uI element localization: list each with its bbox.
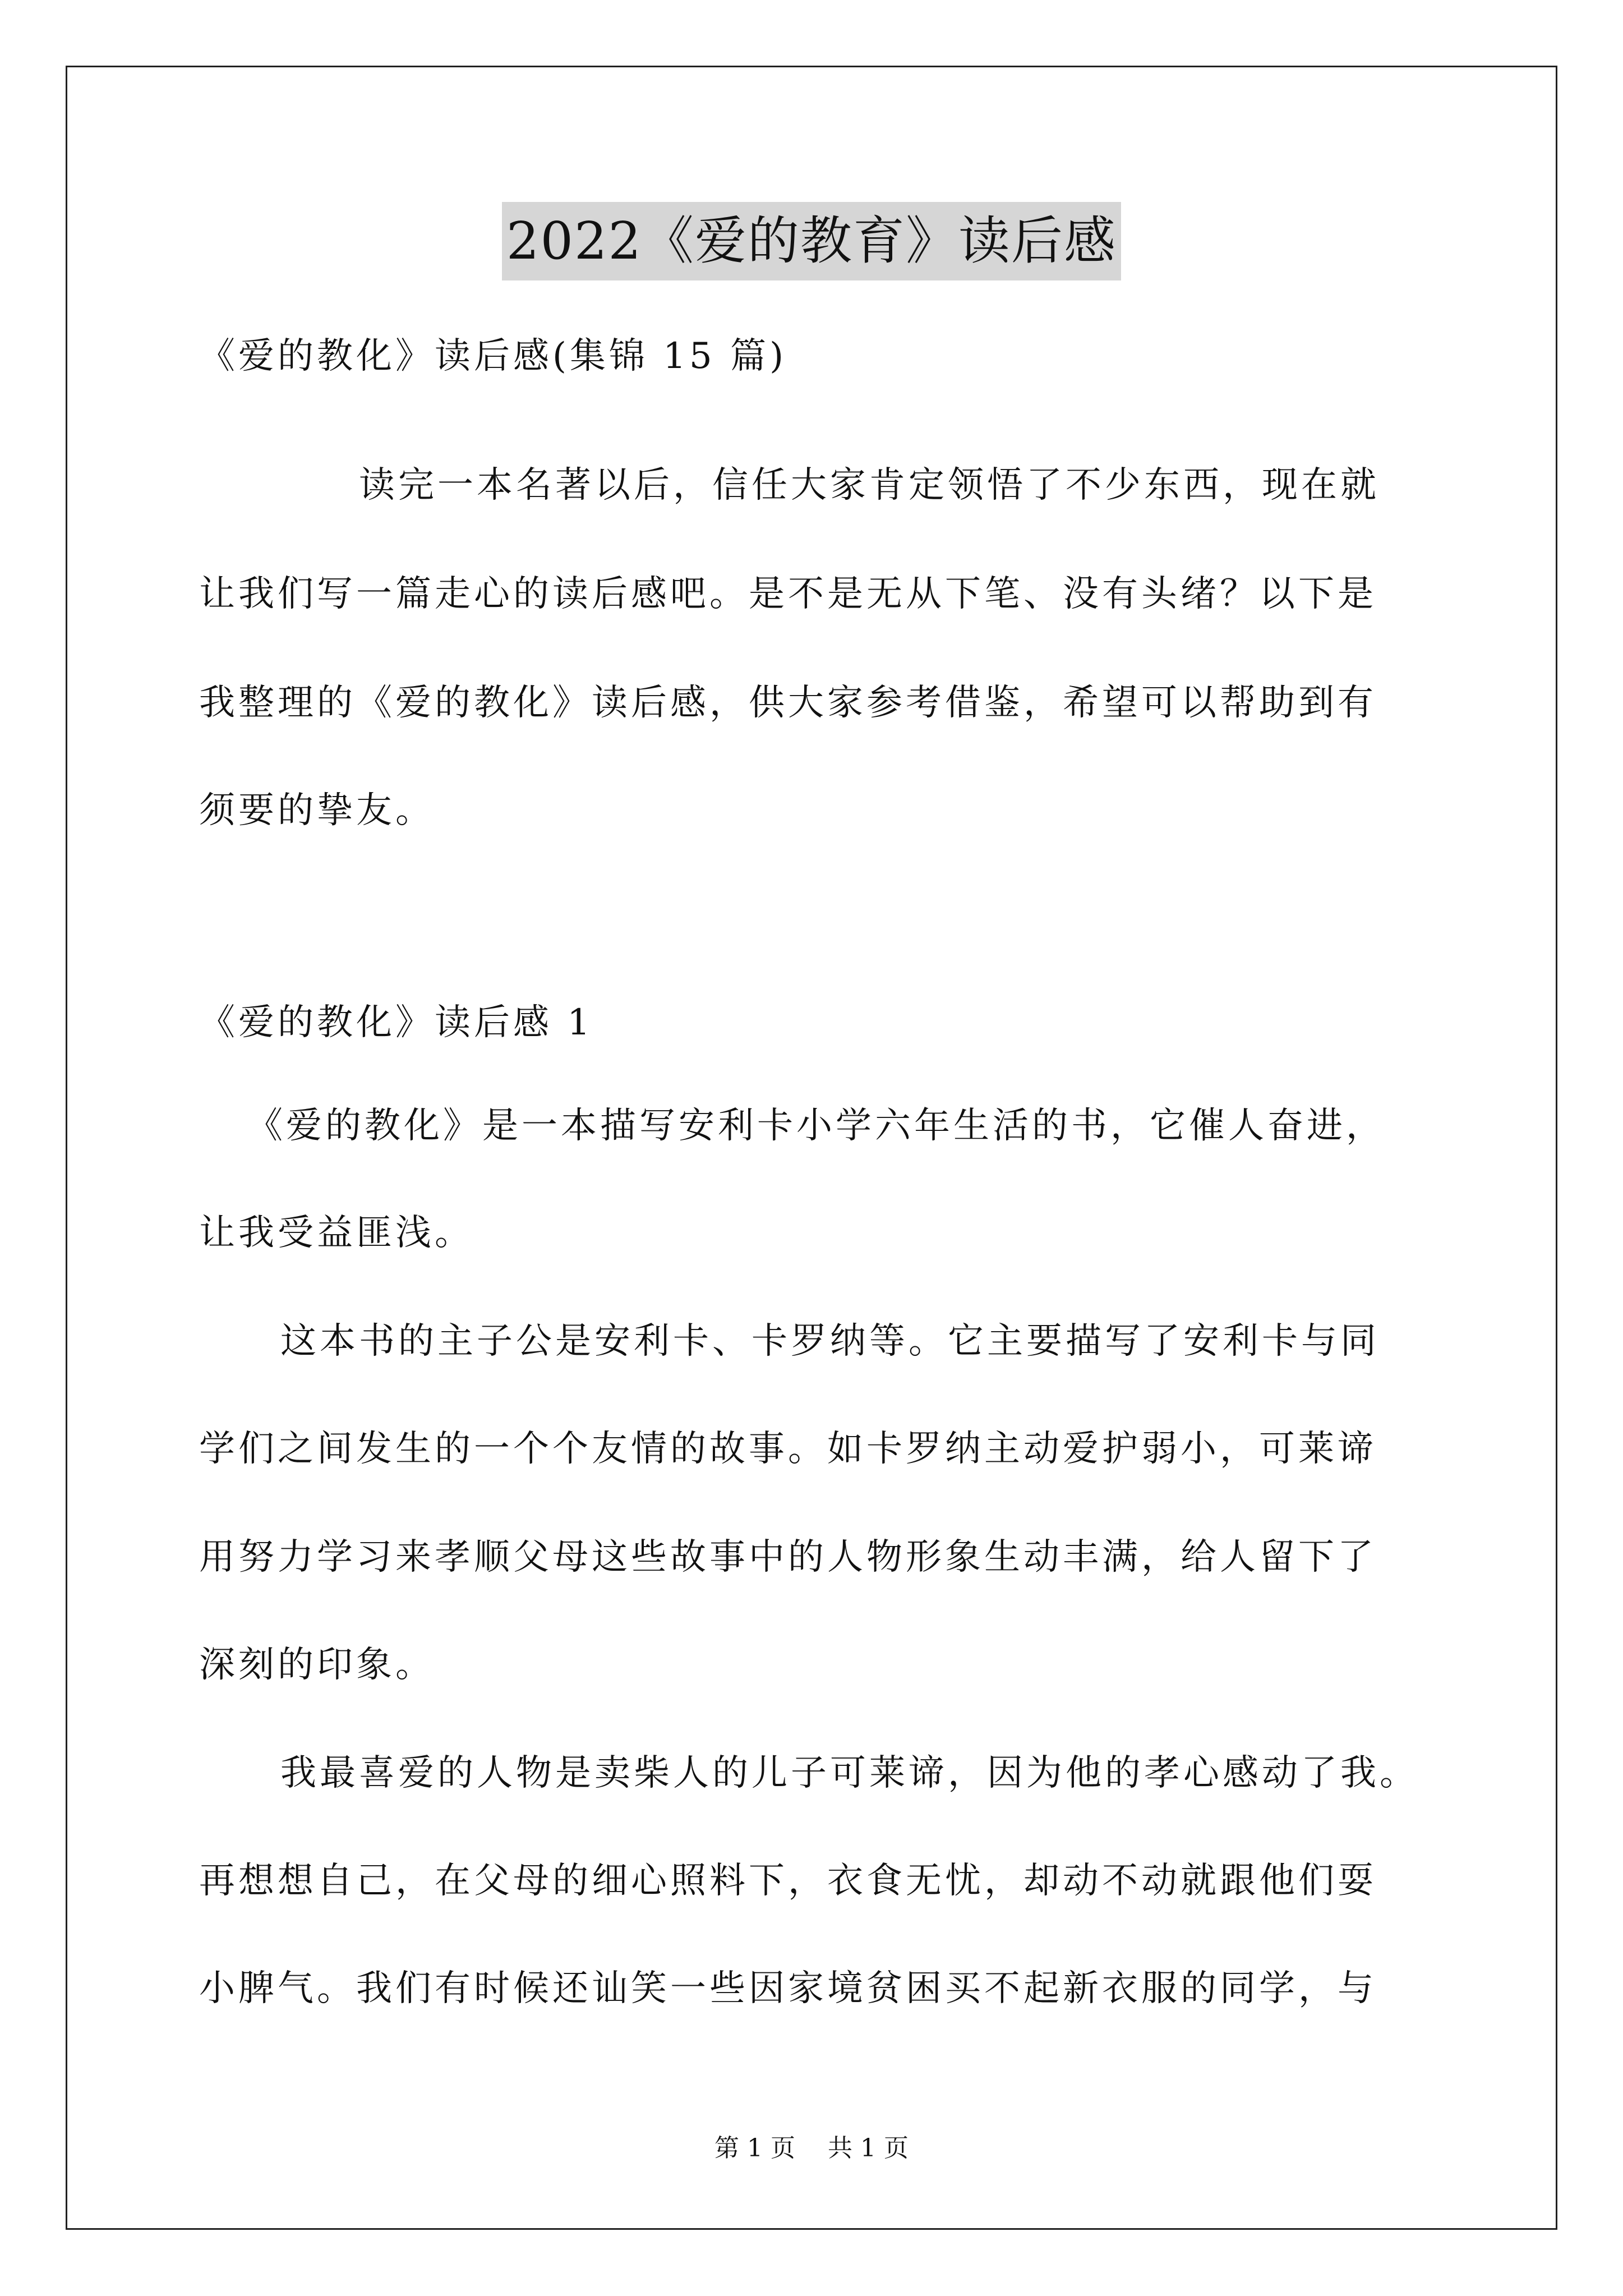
- subtitle: 《爱的教化》读后感(集锦 15 篇): [199, 335, 787, 377]
- intro-line: 读完一本名著以后，信任大家肯定领悟了不少东西，现在就: [359, 464, 1380, 506]
- title-container: [0, 202, 1623, 280]
- paragraph-line: 学们之间发生的一个个友情的故事。如卡罗纳主动爱护弱小，可莱谛: [199, 1428, 1377, 1470]
- paragraph-line: 让我受益匪浅。: [199, 1212, 474, 1254]
- section-heading: 《爱的教化》读后感 1: [199, 1002, 594, 1043]
- paragraph-line: 这本书的主子公是安利卡、卡罗纳等。它主要描写了安利卡与同: [280, 1320, 1380, 1362]
- paragraph-line: 《爱的教化》是一本描写安利卡小学六年生活的书，它催人奋进，: [247, 1105, 1385, 1147]
- paragraph-line: 再想想自己，在父母的细心照料下，衣食无忧，却动不动就跟他们耍: [199, 1860, 1377, 1902]
- paragraph-line: 我最喜爱的人物是卖柴人的儿子可莱谛，因为他的孝心感动了我。: [280, 1752, 1419, 1794]
- page-footer: 第 1 页 共 1 页: [714, 2134, 909, 2162]
- intro-line: 我整理的《爱的教化》读后感，供大家参考借鉴，希望可以帮助到有: [199, 682, 1377, 724]
- paragraph-line: 小脾气。我们有时候还讪笑一些因家境贫困买不起新衣服的同学，与: [199, 1968, 1377, 2009]
- intro-line: 须要的挚友。: [199, 790, 435, 831]
- paragraph-line: 用努力学习来孝顺父母这些故事中的人物形象生动丰满，给人留下了: [199, 1536, 1377, 1578]
- intro-line: 让我们写一篇走心的读后感吧。是不是无从下笔、没有头绪？以下是: [199, 573, 1377, 615]
- paragraph-line: 深刻的印象。: [199, 1644, 435, 1686]
- document-title: 2022《爱的教育》读后感: [502, 202, 1121, 280]
